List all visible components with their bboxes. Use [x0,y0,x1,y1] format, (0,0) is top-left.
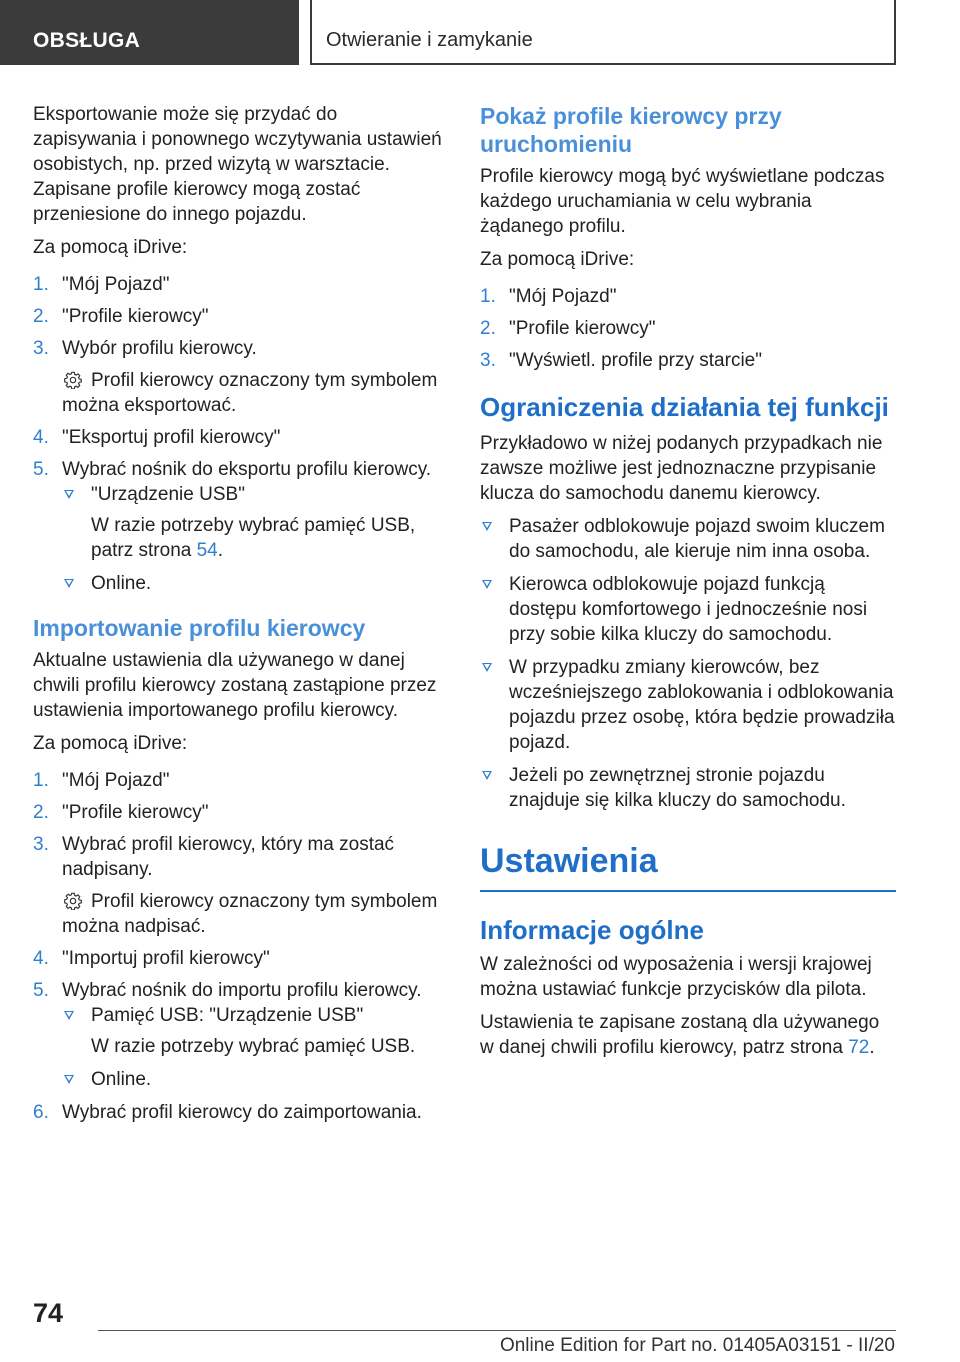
limits-list [480,514,896,813]
list-item [33,978,443,1092]
list-item [480,763,896,813]
triangle-bullet-icon [482,522,492,531]
list-item [480,572,896,647]
step-number: 4. [33,427,49,448]
step-number: 1. [480,286,496,307]
step-text: "Profile kierowcy" [509,318,656,339]
step-text: "Importuj profil kierowcy" [62,948,270,969]
media-usb-note: W razie potrzeby wybrać pamięć USB. [91,1036,416,1057]
media-usb: Pamięć USB: "Urządzenie USB" [91,1005,364,1026]
export-intro: Eksportowanie może się przydać do zapisywania i ponownego wczytywania ustawień osobistych, np. przed wizytą w warsztacie. Zapisane profile kierowcy mogą zostać przeniesione do innego pojazdu. [33,104,442,225]
general-info-heading: Informacje ogólne [480,915,704,945]
header-section-tab [0,0,299,65]
gear-icon [64,892,82,910]
list-item [62,482,443,563]
step-note [62,889,443,939]
list-item [480,348,896,373]
step-text: Wybrać profil kierowcy, który ma zostać nadpisany. [62,834,395,880]
step-number: 1. [33,274,49,295]
limit-text: Kierowca odblokowuje pojazd funkcją dostępu komfortowego i jednocześnie nosi przy sobie kilka kluczy do samochodu. [509,574,868,645]
list-item [480,316,896,341]
show-profiles-steps [480,284,896,373]
step-number: 2. [33,802,49,823]
list-item [33,832,443,939]
settings-heading: Ustawienia [480,841,896,892]
export-media-list [62,482,443,596]
export-steps [33,272,443,596]
usb-note-text: W razie potrzeby wybrać pamięć USB, patrz strona [91,515,416,561]
step-number: 5. [33,980,49,1001]
triangle-bullet-icon [482,771,492,780]
page-link[interactable]: 72 [848,1037,870,1058]
step-text: "Mój Pojazd" [62,770,170,791]
import-heading: Importowanie profilu kierowcy [33,615,366,641]
header-section-label: OBSŁUGA [33,29,141,52]
step-text: Wybrać nośnik do eksportu profilu kierowcy. [62,459,432,480]
header-chapter-tab [310,0,896,65]
list-item [33,946,443,971]
list-item [33,304,443,329]
limit-text: W przypadku zmiany kierowców, bez wcześniejszego zablokowania i odblokowania pojazdu przez osobę, która będzie prowadziła pojazd. [509,657,895,753]
list-item [480,284,896,309]
step-text: "Mój Pojazd" [509,286,617,307]
list-item [33,425,443,450]
list-item [33,1100,443,1125]
list-item [33,336,443,418]
list-item [33,800,443,825]
triangle-bullet-icon [64,579,74,588]
import-steps [33,768,443,1125]
step-number: 3. [33,338,49,359]
footer-edition: Online Edition for Part no. 01405A03151 - II/20 [499,1335,895,1356]
list-item [480,655,896,755]
step-number: 2. [33,306,49,327]
triangle-bullet-icon [64,1011,74,1020]
general-info-text: Ustawienia te zapisane zostaną dla używanego w danej chwili profilu kierowcy, patrz strona [480,1012,880,1058]
step-number: 4. [33,948,49,969]
step-note-text: Profil kierowcy oznaczony tym symbolem można eksportować. [62,370,438,416]
step-number: 2. [480,318,496,339]
step-number: 5. [33,459,49,480]
limits-heading: Ograniczenia działania tej funkcji [480,392,889,422]
usb-note-end: . [217,540,224,561]
step-number: 3. [33,834,49,855]
show-profiles-heading: Pokaż profile kierowcy przy uruchomieniu [480,103,782,157]
list-item [480,514,896,564]
idrive-label: Za pomocą iDrive: [480,249,635,270]
media-online: Online. [91,573,152,594]
list-item [33,457,443,596]
list-item [33,272,443,297]
media-usb-note [91,513,443,563]
page-number: 74 [33,1298,64,1328]
step-text: Wybrać nośnik do importu profilu kierowcy. [62,980,422,1001]
triangle-bullet-icon [64,1075,74,1084]
limit-text: Pasażer odblokowuje pojazd swoim kluczem do samochodu, ale kieruje nim inna osoba. [509,516,885,562]
footer-divider [98,1330,896,1331]
step-text: "Eksportuj profil kierowcy" [62,427,281,448]
limit-text: Jeżeli po zewnętrznej stronie pojazdu znajduje się kilka kluczy do samochodu. [509,765,846,811]
triangle-bullet-icon [482,663,492,672]
page-link[interactable]: 54 [196,540,218,561]
media-usb: "Urządzenie USB" [91,484,245,505]
step-note-text: Profil kierowcy oznaczony tym symbolem można nadpisać. [62,891,438,937]
step-text: Wybrać profil kierowcy do zaimportowania. [62,1102,422,1123]
import-media-list [62,1003,443,1092]
header-chapter-label: Otwieranie i zamykanie [326,29,533,51]
idrive-label: Za pomocą iDrive: [33,733,188,754]
step-number: 6. [33,1102,49,1123]
general-info-end: . [869,1037,875,1058]
limits-intro: Przykładowo w niżej podanych przypadkach nie zawsze możliwe jest jednoznaczne przypisanie klucza do samochodu danemu kierowcy. [480,433,883,504]
general-info-p1: W zależności od wyposażenia i wersji krajowej można ustawiać funkcje przycisków dla pilota. [480,954,872,1000]
show-profiles-intro: Profile kierowcy mogą być wyświetlane podczas każdego uruchamiania w celu wybrania żądanego profilu. [480,166,885,237]
triangle-bullet-icon [64,490,74,499]
triangle-bullet-icon [482,580,492,589]
step-text: "Profile kierowcy" [62,306,209,327]
step-number: 1. [33,770,49,791]
step-note [62,368,443,418]
step-number: 3. [480,350,496,371]
list-item [62,571,443,596]
gear-icon [64,371,82,389]
right-column [480,102,896,1068]
import-intro: Aktualne ustawienia dla używanego w danej chwili profilu kierowcy zostaną zastąpione przez ustawienia importowanego profilu kierowcy. [33,650,437,721]
list-item [62,1003,443,1059]
idrive-label: Za pomocą iDrive: [33,237,188,258]
list-item [33,768,443,793]
step-text: "Wyświetl. profile przy starcie" [509,350,762,371]
step-text: "Profile kierowcy" [62,802,209,823]
step-text: Wybór profilu kierowcy. [62,338,257,359]
media-online: Online. [91,1069,152,1090]
general-info-p2 [480,1010,896,1060]
left-column [33,102,443,1132]
list-item [62,1067,443,1092]
step-text: "Mój Pojazd" [62,274,170,295]
